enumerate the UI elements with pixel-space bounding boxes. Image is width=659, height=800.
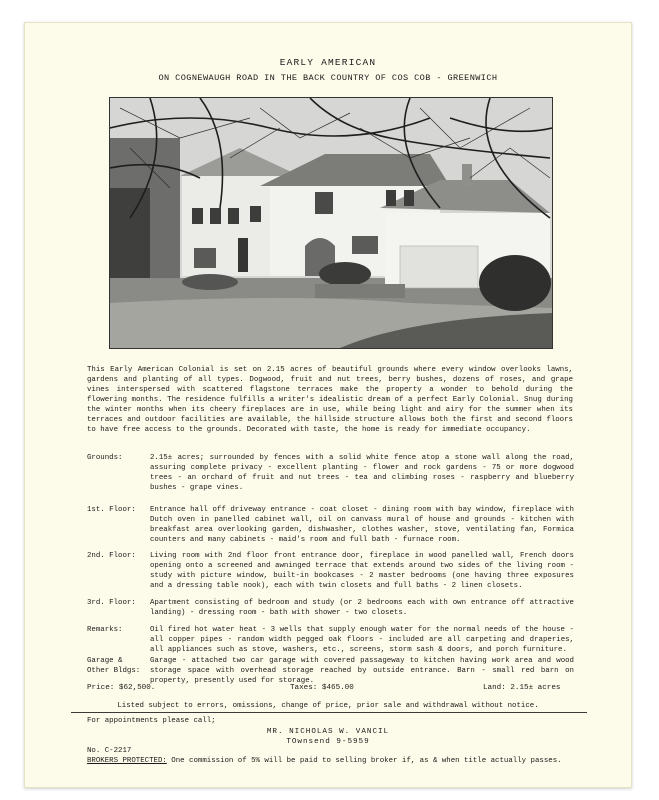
detail-text: Oil fired hot water heat - 3 wells that supply enough water for the normal needs of the house - all copper pipes - random width pegged oak floors - included are all carpeting and draperies, all appliances such as stove, washers, etc., screens, storm sash & doors, and porch furniture. bbox=[150, 626, 574, 654]
detail-text: 2.15± acres; surrounded by fences with a solid white fence atop a stone wall along the road, assuring complete privacy - excellent planting - flower and rock gardens - 75 or more dogwood trees - an orchard of fruit and nut trees - tea and climbing roses - raspberry and blueberry bushes - grape vines. bbox=[150, 454, 574, 492]
divider bbox=[71, 712, 587, 713]
detail-label: 1st. Floor: bbox=[87, 506, 136, 514]
detail-label: Remarks: bbox=[87, 626, 123, 634]
price-value: Price: $62,500. bbox=[87, 684, 156, 692]
detail-text: Apartment consisting of bedroom and study (or 2 bedrooms each with own entrance off attractive landing) - dressing room - bath with shower - two closets. bbox=[150, 599, 574, 617]
listing-sheet bbox=[24, 22, 632, 788]
listing-title: EARLY AMERICAN bbox=[279, 57, 377, 68]
house-photograph bbox=[109, 97, 553, 349]
detail-text: Garage - attached two car garage with covered passageway to kitchen having work area and wood storage space with overhead storage reached by outside entrance. Barn - small red barn on property, presently used for storage. bbox=[150, 657, 574, 685]
detail-label: 3rd. Floor: bbox=[87, 599, 136, 607]
agent-phone: TOwnsend 9-5959 bbox=[286, 738, 370, 746]
intro-paragraph: This Early American Colonial is set on 2.15 acres of beautiful grounds where every window overlooks lawns, gardens and planting of all types. Dogwood, fruit and nut trees, berry bushes, dozens of roses, and grape vines interspersed with scattered flagstone terraces make the property a wonder to behold during the flowering months. The residence fulfills a writer's idealistic dream of a perfect Early Colonial. Snug during the winter months when its cheery fireplaces are in use, while being light and airy for the summer when its terraces and outdoor facilities are available, the hillside structure allows both the first and second floors to have free access to the grounds. Decorated with taste, the home is ready for immediate occupancy. bbox=[87, 366, 573, 434]
detail-label: Grounds: bbox=[87, 454, 123, 462]
reference-number: No. C-2217 bbox=[87, 747, 132, 755]
appointments-text: For appointments please call; bbox=[87, 717, 216, 725]
brokers-text: One commission of 5% will be paid to selling broker if, as & when title actually passes. bbox=[166, 757, 562, 765]
detail-text: Living room with 2nd floor front entrance door, fireplace in wood panelled wall, French doors opening onto a screened and awninged terrace that extends around two sides of the living room - study with picture window, built-in bookcases - 2 master bedrooms (one having three exposures and a dressing table nook), each with twin closets and full baths - 2 linen closets. bbox=[150, 552, 574, 590]
land-value: Land: 2.15± acres bbox=[483, 684, 561, 692]
brokers-note bbox=[87, 757, 562, 765]
detail-label: Garage & Other Bldgs: bbox=[87, 657, 141, 675]
detail-label: 2nd. Floor: bbox=[87, 552, 136, 560]
brokers-label: BROKERS PROTECTED: bbox=[87, 757, 167, 765]
disclaimer-text: Listed subject to errors, omissions, change of price, prior sale and withdrawal without notice. bbox=[117, 702, 539, 710]
listing-subtitle: ON COGNEWAUGH ROAD IN THE BACK COUNTRY OF COS COB - GREENWICH bbox=[158, 73, 498, 83]
detail-text: Entrance hall off driveway entrance - coat closet - dining room with bay window, fireplace with Dutch oven in panelled cabinet wall, oil on canvass mural of house and grounds - kitchen with breakfast area overlooking garden, dishwasher, clothes washer, stove, ventilating fan, Formica counters and many cabinets - maid's room and full bath - furnace room. bbox=[150, 506, 574, 544]
taxes-value: Taxes: $465.00 bbox=[290, 684, 354, 692]
agent-name: MR. NICHOLAS W. VANCIL bbox=[266, 728, 390, 736]
